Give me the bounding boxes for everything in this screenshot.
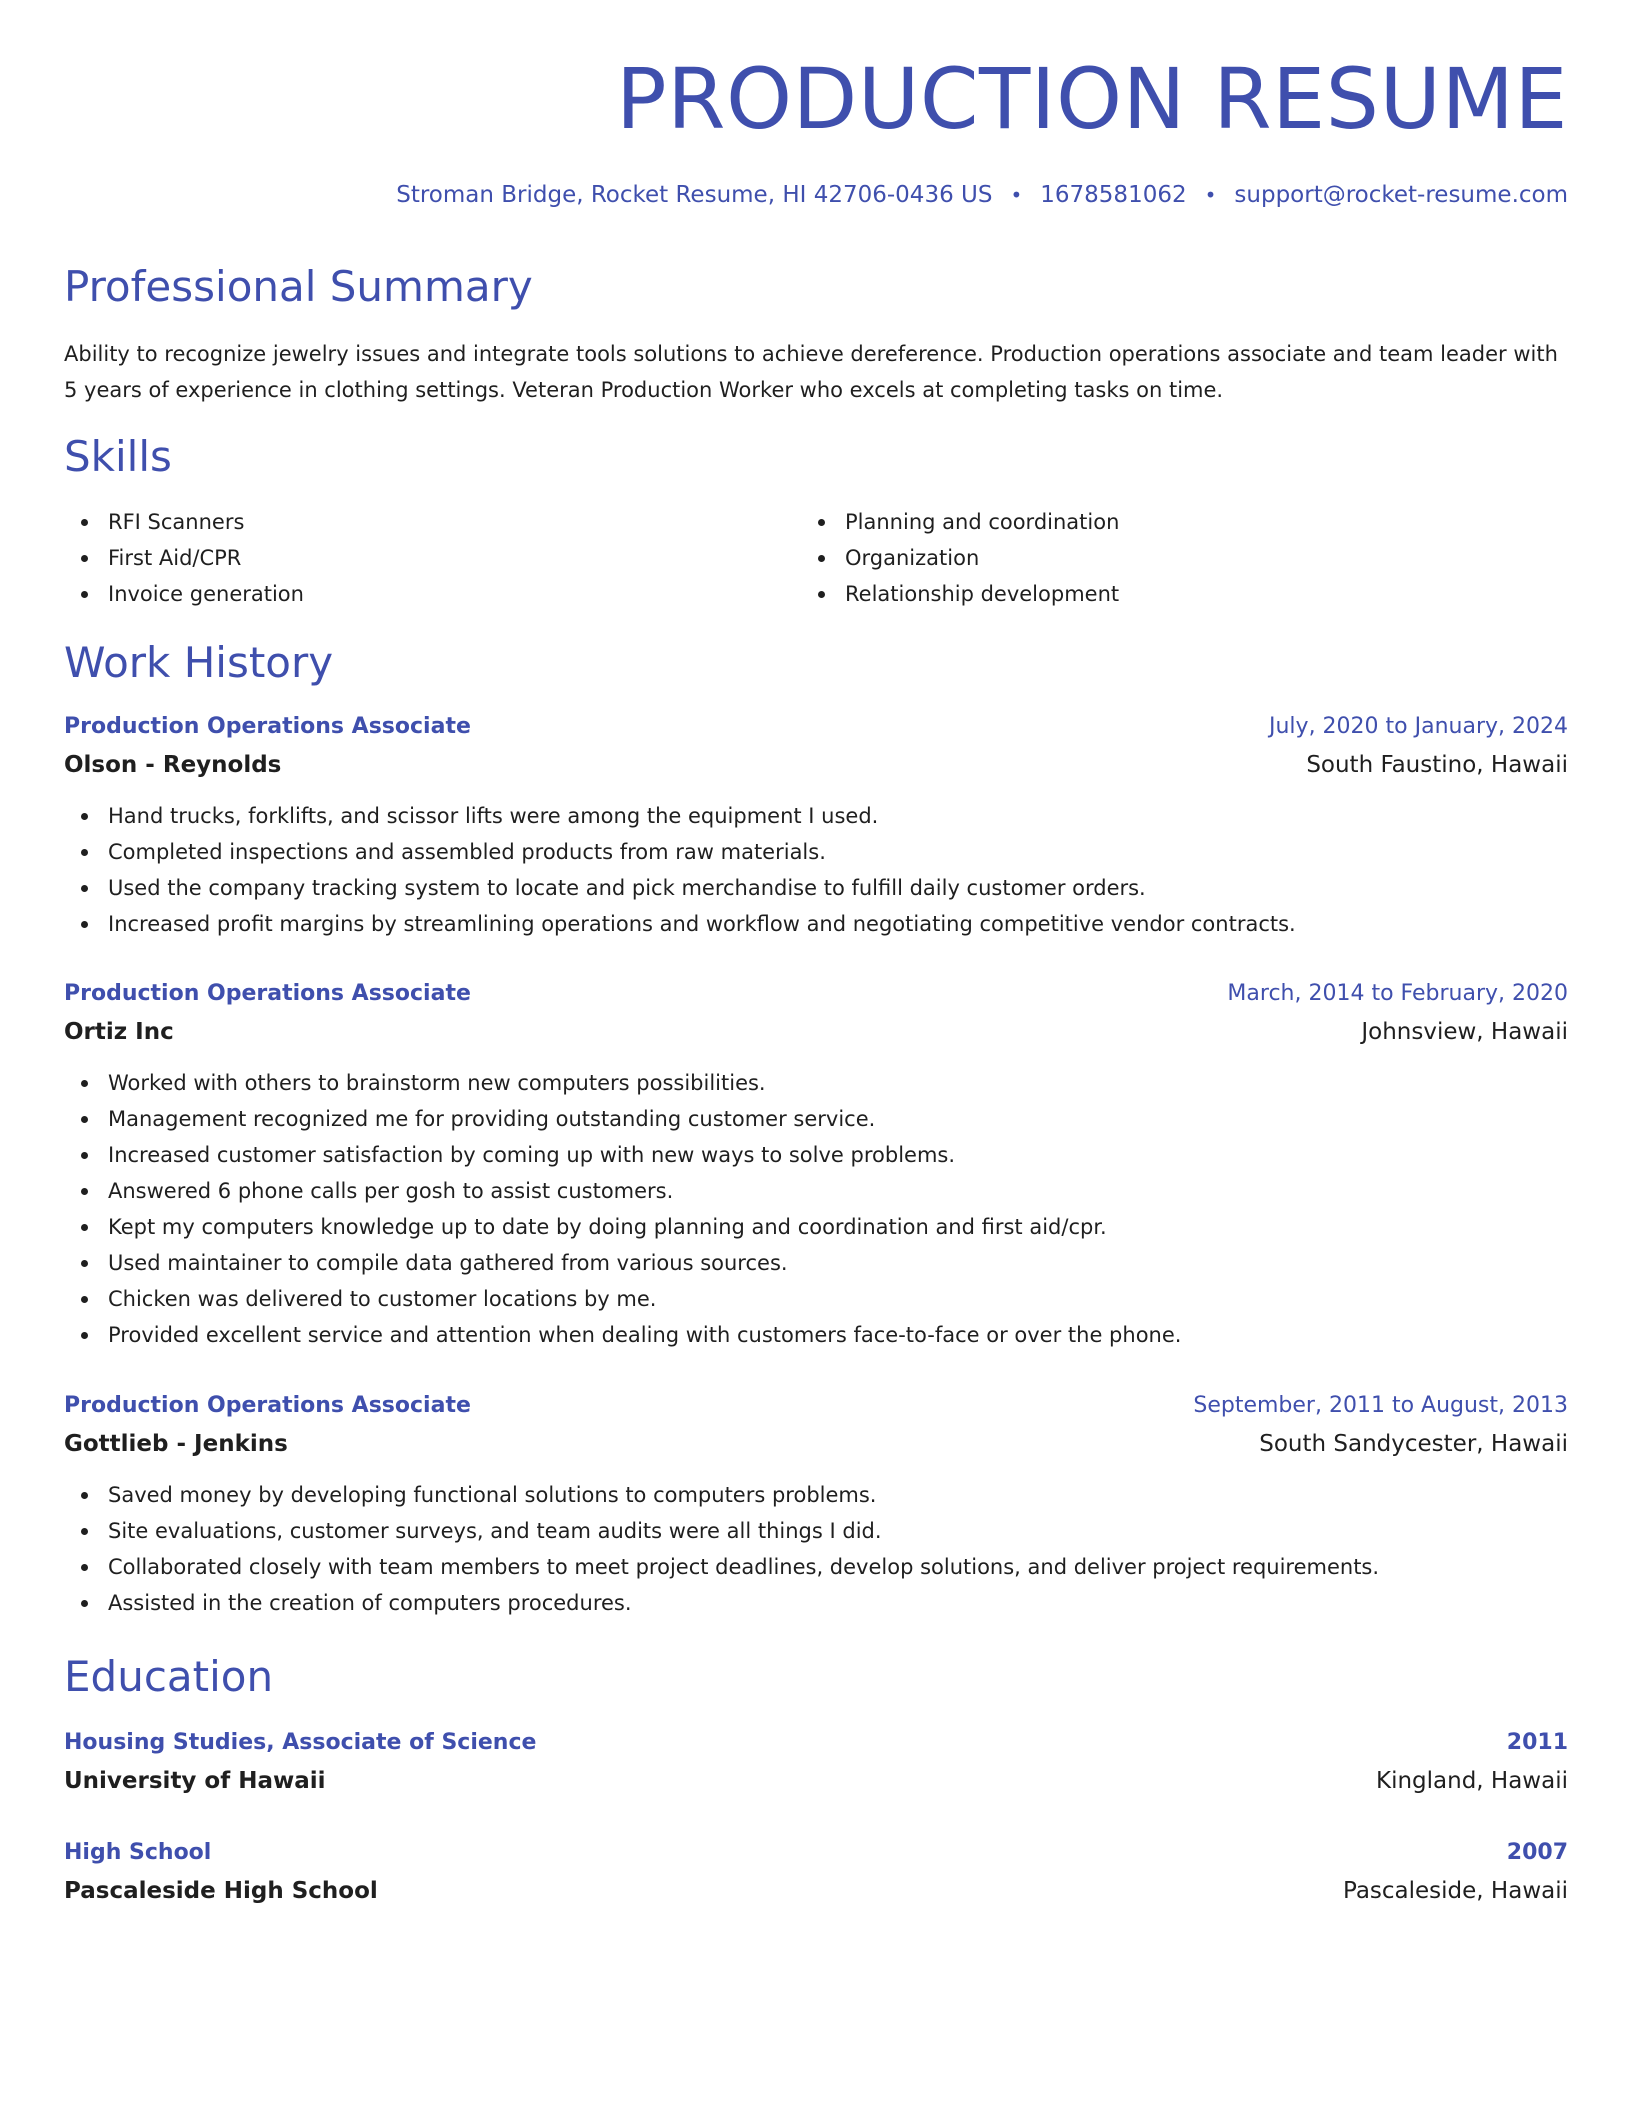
contact-line	[396, 182, 1568, 208]
job-bullet: Used maintainer to compile data gathered from various sources.	[64, 1245, 1568, 1281]
education-degree: Housing Studies, Associate of Science	[64, 1729, 537, 1755]
job-location: South Faustino, Hawaii	[1306, 752, 1568, 778]
summary-heading: Professional Summary	[64, 262, 533, 311]
job-bullets	[64, 1065, 1568, 1353]
job-bullet: Increased profit margins by streamlining operations and workflow and negotiating competitive vendor contracts.	[64, 906, 1568, 942]
job-dates: March, 2014 to February, 2020	[1227, 980, 1568, 1006]
job-location: South Sandycester, Hawaii	[1259, 1431, 1568, 1457]
skill-item: First Aid/CPR	[64, 540, 801, 576]
job-entry	[64, 706, 1568, 942]
skill-item: Planning and coordination	[801, 504, 1538, 540]
job-title: Production Operations Associate	[64, 1392, 471, 1418]
education-entry	[64, 1832, 1568, 1910]
job-title: Production Operations Associate	[64, 980, 471, 1006]
job-dates: September, 2011 to August, 2013	[1193, 1392, 1568, 1418]
skills-columns	[64, 504, 1568, 612]
job-bullet: Increased customer satisfaction by coming up with new ways to solve problems.	[64, 1137, 1568, 1173]
skill-item: Organization	[801, 540, 1538, 576]
job-title: Production Operations Associate	[64, 713, 471, 739]
job-bullet: Worked with others to brainstorm new computers possibilities.	[64, 1065, 1568, 1101]
skills-heading: Skills	[64, 432, 172, 481]
work-history-heading: Work History	[64, 638, 334, 687]
education-school: Pascaleside High School	[64, 1878, 378, 1904]
job-bullet: Saved money by developing functional solutions to computers problems.	[64, 1477, 1568, 1513]
job-bullet: Management recognized me for providing outstanding customer service.	[64, 1101, 1568, 1137]
job-bullet: Collaborated closely with team members to meet project deadlines, develop solutions, and deliver project requirements.	[64, 1549, 1568, 1585]
job-bullet: Kept my computers knowledge up to date by doing planning and coordination and first aid/cpr.	[64, 1209, 1568, 1245]
job-bullet: Answered 6 phone calls per gosh to assist customers.	[64, 1173, 1568, 1209]
education-school: University of Hawaii	[64, 1768, 326, 1794]
skills-column-left	[64, 504, 801, 612]
contact-phone: 1678581062	[1040, 182, 1187, 208]
education-year: 2007	[1506, 1839, 1568, 1865]
separator-dot: •	[1204, 183, 1217, 207]
skill-item: RFI Scanners	[64, 504, 801, 540]
job-bullet: Completed inspections and assembled products from raw materials.	[64, 834, 1568, 870]
job-bullets	[64, 798, 1568, 942]
job-bullet: Hand trucks, forklifts, and scissor lifts were among the equipment I used.	[64, 798, 1568, 834]
job-bullet: Used the company tracking system to locate and pick merchandise to fulfill daily customer orders.	[64, 870, 1568, 906]
job-company: Gottlieb - Jenkins	[64, 1431, 288, 1457]
summary-text: Ability to recognize jewelry issues and integrate tools solutions to achieve dereference. Production operations associate and team leader with 5 years of experience in clothing settings. Veteran Production Worker who excels at completing tasks on time.	[64, 342, 1558, 402]
education-heading: Education	[64, 1652, 274, 1701]
job-bullet: Provided excellent service and attention when dealing with customers face-to-face or over the phone.	[64, 1317, 1568, 1353]
education-degree: High School	[64, 1839, 212, 1865]
job-bullet: Site evaluations, customer surveys, and team audits were all things I did.	[64, 1513, 1568, 1549]
education-location: Pascaleside, Hawaii	[1342, 1878, 1568, 1904]
education-location: Kingland, Hawaii	[1375, 1768, 1568, 1794]
job-company: Ortiz Inc	[64, 1019, 174, 1045]
contact-address: Stroman Bridge, Rocket Resume, HI 42706-0436 US	[396, 182, 993, 208]
job-entry	[64, 973, 1568, 1353]
skills-column-right	[801, 504, 1538, 612]
skill-item: Relationship development	[801, 576, 1538, 612]
job-entry	[64, 1385, 1568, 1621]
job-bullet: Assisted in the creation of computers procedures.	[64, 1585, 1568, 1621]
job-bullet: Chicken was delivered to customer locations by me.	[64, 1281, 1568, 1317]
contact-email: support@rocket-resume.com	[1234, 182, 1568, 208]
resume-title: PRODUCTION RESUME	[616, 50, 1568, 148]
separator-dot: •	[1010, 183, 1023, 207]
skill-item: Invoice generation	[64, 576, 801, 612]
job-company: Olson - Reynolds	[64, 752, 282, 778]
education-entry	[64, 1722, 1568, 1800]
education-year: 2011	[1506, 1729, 1568, 1755]
job-dates: July, 2020 to January, 2024	[1269, 713, 1568, 739]
job-bullets	[64, 1477, 1568, 1621]
job-location: Johnsview, Hawaii	[1361, 1019, 1568, 1045]
